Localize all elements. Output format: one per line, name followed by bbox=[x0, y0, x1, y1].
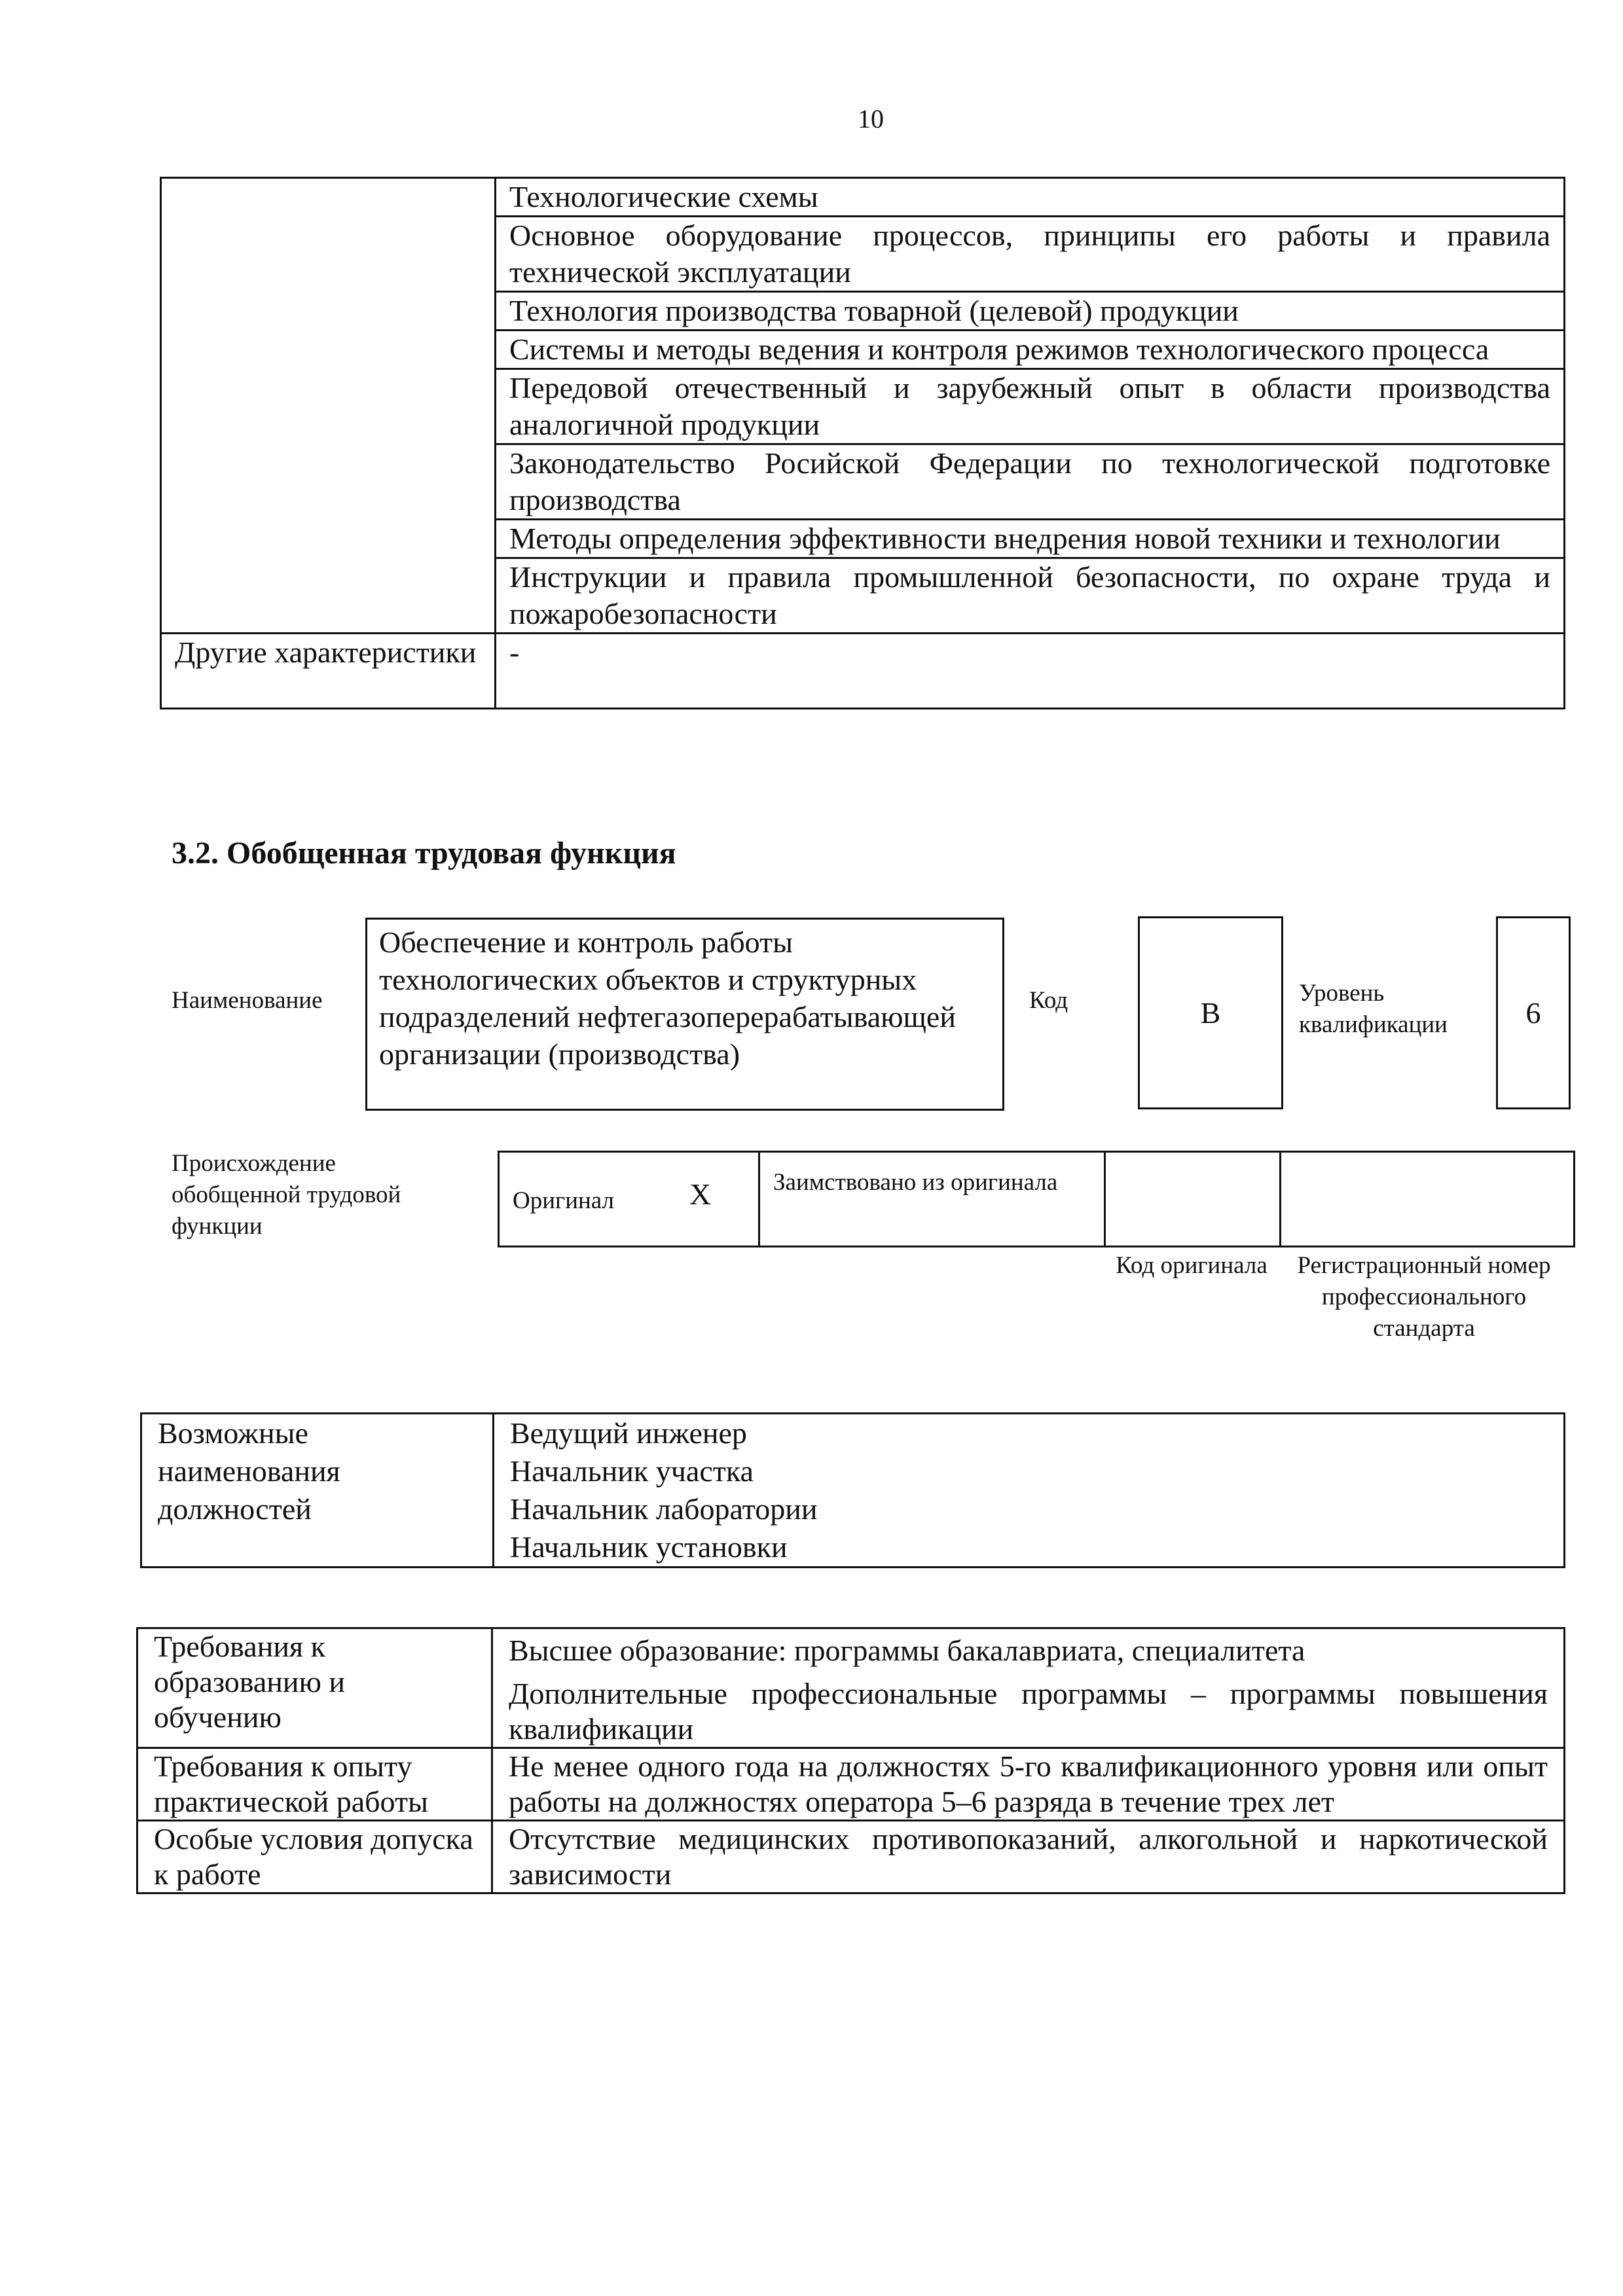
education-value bbox=[492, 1628, 1565, 1748]
knowledge-item: Законодательство Росийской Федерации по технологической подготовке производства bbox=[496, 444, 1565, 520]
conditions-value: Отсутствие медицинских противопоказаний, алкогольной и наркотической зависимости bbox=[492, 1821, 1565, 1893]
reg-number-cell bbox=[1281, 1153, 1573, 1246]
other-characteristics-value: - bbox=[496, 634, 1565, 709]
positions-list bbox=[494, 1414, 1565, 1568]
position-item: Начальник установки bbox=[510, 1530, 788, 1564]
experience-value: Не менее одного года на должностях 5-го квалификационного уровня или опыт работы на должностях оператора 5–6 разряда в течение трех лет bbox=[492, 1748, 1565, 1821]
table-row bbox=[161, 178, 1565, 217]
knowledge-item: Методы определения эффективности внедрения новой техники и технологии bbox=[496, 520, 1565, 558]
section-title: 3.2. Обобщенная трудовая функция bbox=[172, 836, 676, 870]
original-mark: Х bbox=[689, 1177, 712, 1211]
page-number: 10 bbox=[858, 104, 884, 134]
knowledge-item: Системы и методы ведения и контроля режимов технологического процесса bbox=[496, 331, 1565, 369]
education-item: Высшее образование: программы бакалавриата, специалитета bbox=[509, 1634, 1305, 1667]
positions-table bbox=[140, 1412, 1565, 1568]
education-item: Дополнительные профессиональные программы – программы повышения квалификации bbox=[509, 1677, 1548, 1746]
position-item: Ведущий инженер bbox=[510, 1416, 747, 1450]
knowledge-item: Передовой отечественный и зарубежный опыт в области производства аналогичной продукции bbox=[496, 369, 1565, 444]
knowledge-table bbox=[160, 177, 1565, 709]
table-row bbox=[137, 1821, 1565, 1893]
code-value-box: В bbox=[1138, 916, 1283, 1109]
table-row bbox=[141, 1414, 1565, 1568]
borrowed-label: Заимствовано из оригинала bbox=[760, 1153, 1106, 1246]
origin-label: Происхождение обобщенной трудовой функции bbox=[172, 1150, 401, 1240]
positions-label: Возможные наименования должностей bbox=[141, 1414, 494, 1568]
function-name-box: Обеспечение и контроль работы технологических объектов и структурных подразделений нефтегазоперерабатывающей организации (производства) bbox=[365, 918, 1004, 1111]
position-item: Начальник участка bbox=[510, 1454, 754, 1488]
original-cell bbox=[500, 1153, 760, 1246]
position-item: Начальник лаборатории bbox=[510, 1492, 818, 1526]
knowledge-item: Основное оборудование процессов, принципы его работы и правила технической эксплуатации bbox=[496, 217, 1565, 292]
education-label: Требования к образованию и обучению bbox=[137, 1628, 492, 1748]
table-row bbox=[161, 634, 1565, 709]
requirements-table bbox=[136, 1627, 1565, 1894]
knowledge-item: Технологические схемы bbox=[496, 178, 1565, 217]
experience-label: Требования к опыту практической работы bbox=[137, 1748, 492, 1821]
original-code-caption: Код оригинала bbox=[1116, 1252, 1267, 1279]
code-label: Код bbox=[1029, 987, 1068, 1014]
other-characteristics-label: Другие характеристики bbox=[161, 634, 496, 709]
origin-table bbox=[498, 1151, 1575, 1247]
conditions-label: Особые условия допуска к работе bbox=[137, 1821, 492, 1893]
qualification-level-box: 6 bbox=[1496, 916, 1571, 1109]
table-row bbox=[137, 1748, 1565, 1821]
reg-number-caption: Регистрационный номер профессионального стандарта bbox=[1297, 1252, 1551, 1342]
original-label: Оригинал bbox=[513, 1187, 615, 1214]
original-code-cell bbox=[1106, 1153, 1281, 1246]
empty-label-cell bbox=[161, 178, 496, 634]
qualification-level-label: Уровень квалификации bbox=[1299, 980, 1448, 1038]
name-label: Наименование bbox=[172, 987, 323, 1014]
knowledge-item: Инструкции и правила промышленной безопасности, по охране труда и пожаробезопасности bbox=[496, 558, 1565, 634]
table-row bbox=[137, 1628, 1565, 1748]
knowledge-item: Технология производства товарной (целевой) продукции bbox=[496, 292, 1565, 331]
